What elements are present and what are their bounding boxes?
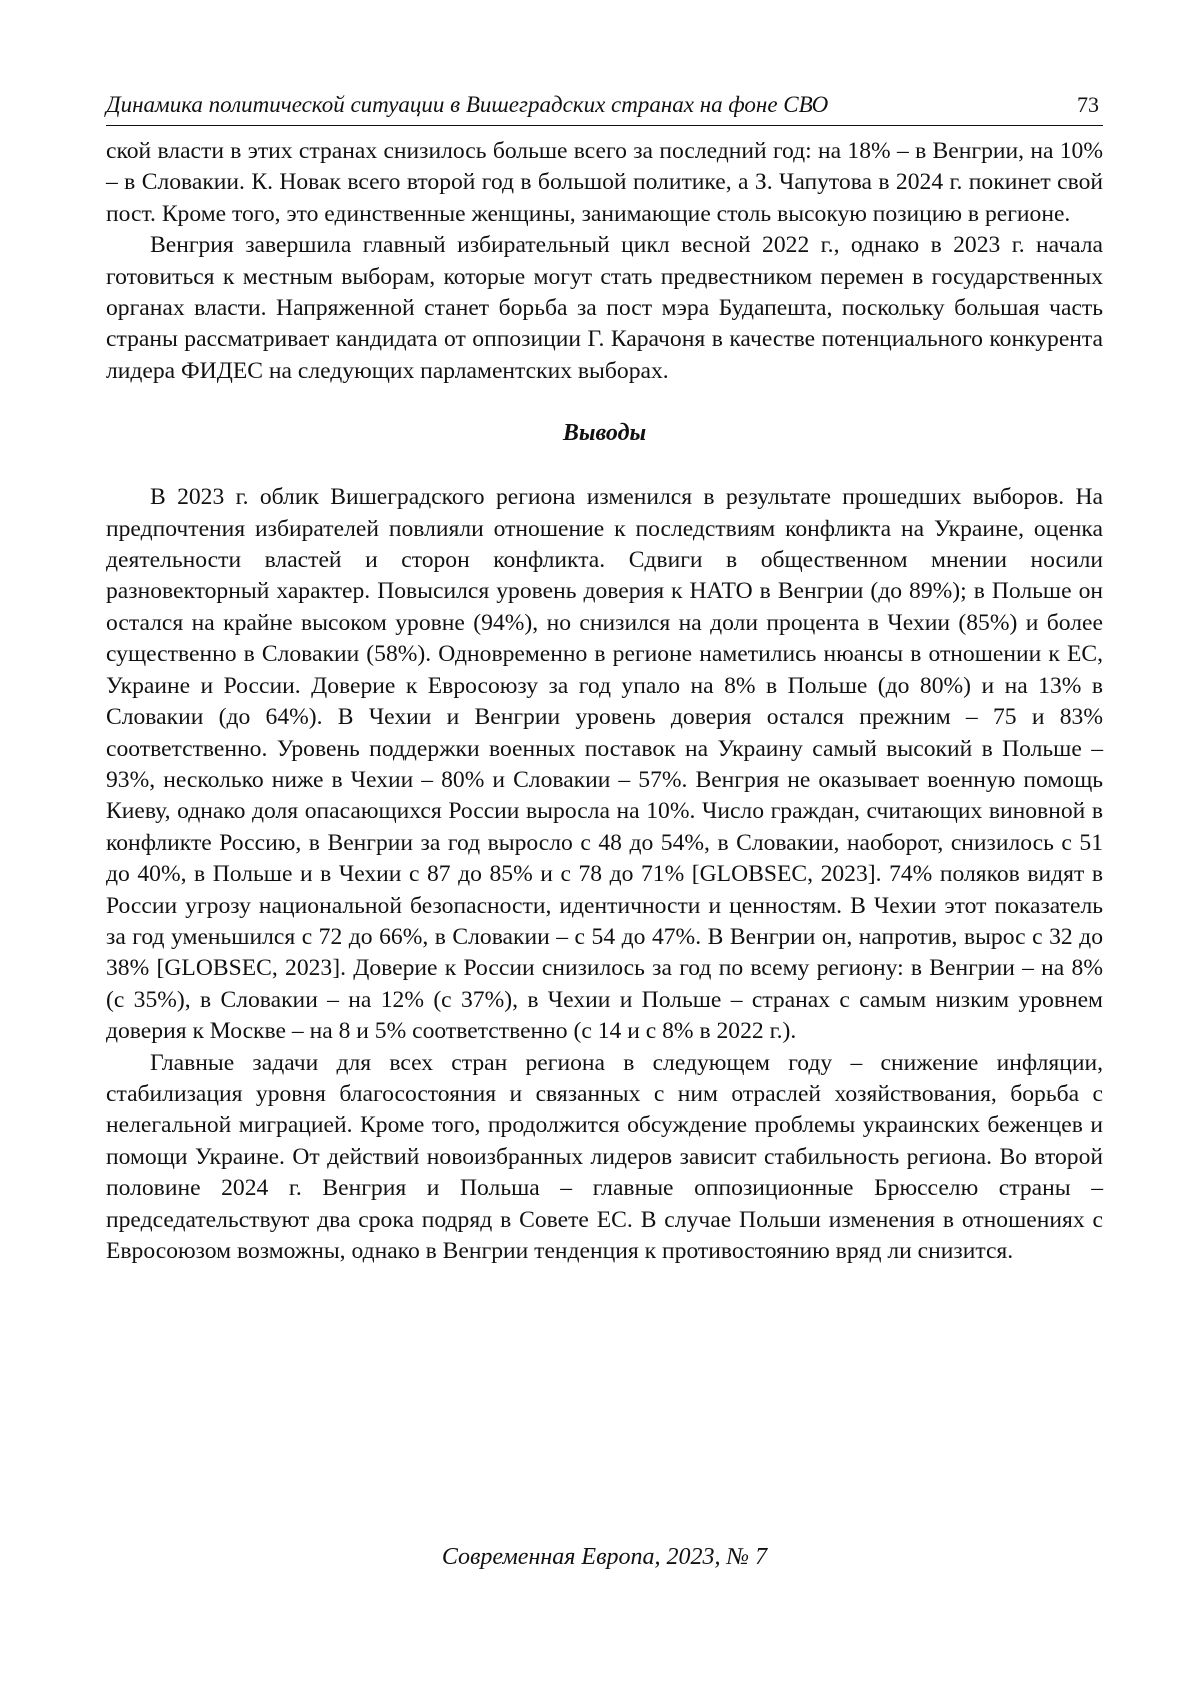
running-footer: Современная Европа, 2023, № 7 (441, 1544, 768, 1570)
paragraph-continued: ской власти в этих странах снизилось больше всего за последний год: на 18% – в Венгрии, на 10% – в Словакии. К. Новак всего второй год в большой политике, а З. Чапутова в 2024 г. покинет свой пост. Кроме того, это единственные женщины, занимающие столь высокую позицию в регионе. (106, 138, 1103, 227)
page-number: 73 (1077, 92, 1099, 117)
article-body (106, 136, 1103, 1267)
paragraph-conclusions-tasks: Главные задачи для всех стран региона в следующем году – снижение инфляции, стабилизация уровня благосостояния и связанных с ним отраслей хозяйствования, борьба с нелегальной миграцией. Кроме того, продолжится обсуждение проблемы украинских беженцев и помощи Украине. От действий новоизбранных лидеров зависит стабильность региона. Во второй половине 2024 г. Венгрия и Польша – главные оппозиционные Брюсселю страны – председательствуют два срока подряд в Совете ЕС. В случае Польши изменения в отношениях с Евросоюзом возможны, однако в Венгрии тенденция к противостоянию вряд ли снизится. (106, 1049, 1103, 1264)
section-title-conclusions: Выводы (562, 420, 647, 447)
running-header (106, 90, 1103, 126)
paragraph-conclusions-public-opinion: В 2023 г. облик Вишеградского региона изменился в результате прошедших выборов. На предпочтения избирателей повлияли отношение к последствиям конфликта на Украине, оценка деятельности властей и сторон конфликта. Сдвиги в общественном мнении носили разновекторный характер. Повысился уровень доверия к НАТО в Венгрии (до 89%); в Польше он остался на крайне высоком уровне (94%), но снизился на доли процента в Чехии (85%) и более существенно в Словакии (58%). Одновременно в регионе наметились нюансы в отношении к ЕС, Украине и России. Доверие к Евросоюзу за год упало на 8% в Польше (до 80%) и на 13% в Словакии (до 64%). В Чехии и Венгрии уровень доверия остался прежним – 75 и 83% соответственно. Уровень поддержки военных поставок на Украину самый высокий в Польше – 93%, несколько ниже в Чехии – 80% и Словакии – 57%. Венгрия не оказывает военную помощь Киеву, однако доля опасающихся России выросла на 10%. Число граждан, считающих виновной в конфликте Россию, в Венгрии за год выросло с 48 до 54%, в Словакии, наоборот, снизилось с 51 до 40%, в Польше и в Чехии с 87 до 85% и с 78 до 71% [GLOBSEC, 2023]. 74% поляков видят в России угрозу национальной безопасности, идентичности и ценностям. В Чехии этот показатель за год уменьшился с 72 до 66%, в Словакии – с 54 до 47%. В Венгрии он, напротив, вырос с 32 до 38% [GLOBSEC, 2023]. Доверие к России снизилось за год по всему региону: в Венгрии – на 8% (с 35%), в Словакии – на 12% (с 37%), в Чехии и Польше – странах с самым низким уровнем доверия к Москве – на 8 и 5% соответственно (с 14 и с 8% в 2022 г.). (106, 484, 1103, 1045)
running-title: Динамика политической ситуации в Вишеградских странах на фоне СВО (106, 92, 829, 117)
paragraph-hungary-elections: Венгрия завершила главный избирательный цикл весной 2022 г., однако в 2023 г. начала готовиться к местным выборам, которые могут стать предвестником перемен в государственных органах власти. Напряженной станет борьба за пост мэра Будапешта, поскольку большая часть страны рассматривает кандидата от оппозиции Г. Карачоня в качестве потенциального конкурента лидера ФИДЕС на следующих парламентских выборах. (106, 232, 1103, 384)
page (106, 90, 1103, 1267)
